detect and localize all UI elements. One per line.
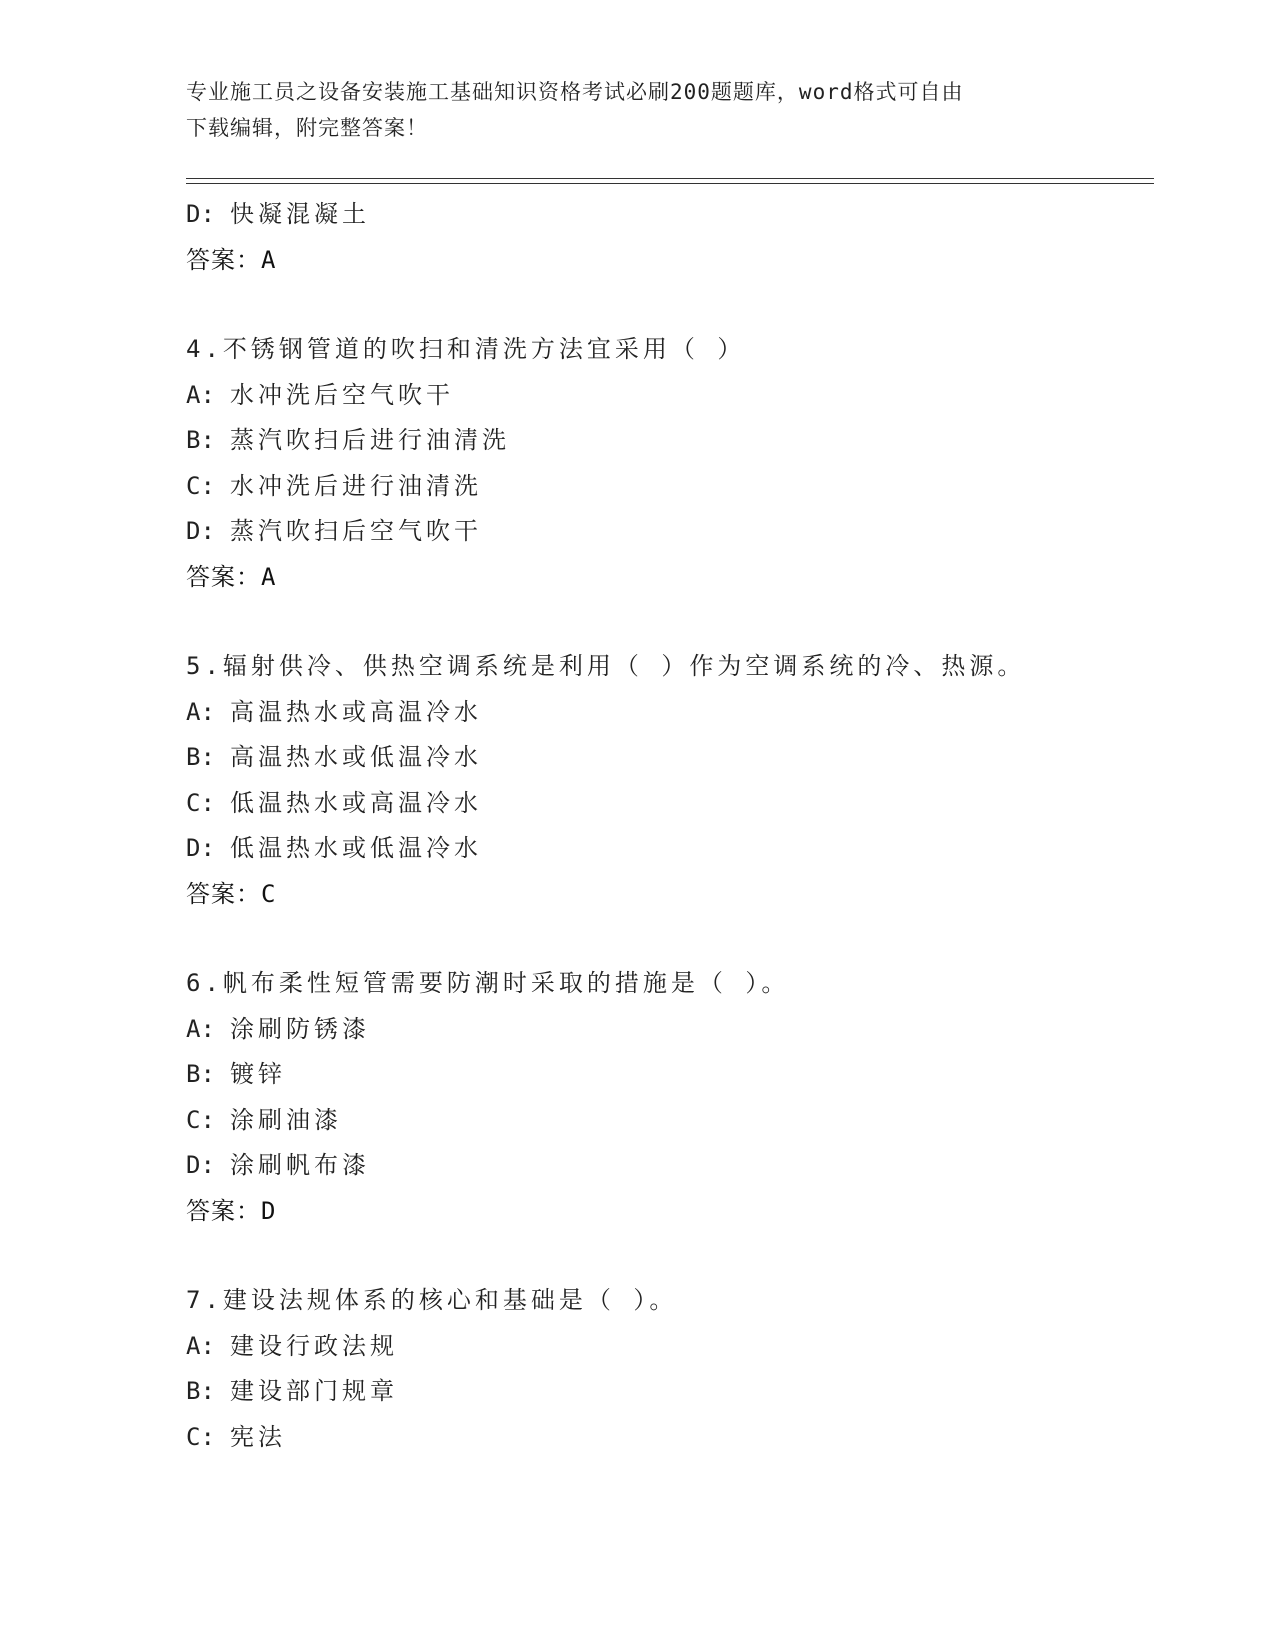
option-letter: C: <box>186 1105 215 1134</box>
option-letter: B: <box>186 1060 215 1088</box>
option-c <box>186 1415 1146 1461</box>
option-letter: C: <box>186 1422 215 1451</box>
option-letter: C: <box>186 471 215 500</box>
option-letter: A: <box>186 1331 215 1360</box>
option-b <box>186 1369 1146 1415</box>
option-c <box>186 1098 1146 1144</box>
answer-label: 答案： <box>186 562 261 591</box>
option-d <box>186 192 1146 238</box>
option-letter: B: <box>186 426 215 454</box>
option-letter: A: <box>186 697 215 726</box>
answer-line <box>186 555 1146 601</box>
option-b <box>186 418 1146 464</box>
answer-value: A <box>261 562 276 591</box>
answer-label: 答案： <box>186 1196 261 1225</box>
answer-value: D <box>261 1196 276 1225</box>
option-text: 涂刷帆布漆 <box>230 1151 370 1179</box>
option-text: 蒸汽吹扫后进行油清洗 <box>230 426 510 454</box>
question-title: 7.建设法规体系的核心和基础是（ ）。 <box>186 1286 678 1314</box>
option-a <box>186 373 1146 419</box>
option-text: 镀锌 <box>230 1060 286 1088</box>
option-a <box>186 1007 1146 1053</box>
question-title: 4.不锈钢管道的吹扫和清洗方法宜采用（ ） <box>186 335 746 363</box>
option-a <box>186 1324 1146 1370</box>
option-b <box>186 1052 1146 1098</box>
question-block-7 <box>186 1278 1146 1460</box>
answer-line <box>186 1189 1146 1235</box>
option-letter: A: <box>186 380 215 409</box>
option-letter: D: <box>186 1151 215 1179</box>
option-text: 涂刷防锈漆 <box>230 1014 370 1043</box>
answer-value: A <box>261 245 276 274</box>
option-text: 涂刷油漆 <box>230 1105 342 1134</box>
option-letter: D: <box>186 834 215 862</box>
answer-label: 答案： <box>186 879 261 908</box>
option-d <box>186 509 1146 555</box>
answer-value: C <box>261 879 276 908</box>
option-text: 建设行政法规 <box>230 1331 398 1360</box>
header-divider-top <box>186 178 1154 179</box>
option-text: 快凝混凝土 <box>230 200 370 228</box>
option-text: 高温热水或高温冷水 <box>230 697 482 726</box>
question-block-4 <box>186 327 1146 600</box>
option-text: 水冲洗后空气吹干 <box>230 380 454 409</box>
option-text: 蒸汽吹扫后空气吹干 <box>230 517 482 545</box>
option-letter: C: <box>186 788 215 817</box>
option-text: 宪法 <box>230 1422 286 1451</box>
answer-line <box>186 238 1146 284</box>
option-letter: D: <box>186 200 215 228</box>
question-list <box>186 192 1146 1460</box>
option-d <box>186 1143 1146 1189</box>
header-line-1: 专业施工员之设备安装施工基础知识资格考试必刷200题题库，word格式可自由 <box>186 80 964 104</box>
question-block-3-partial <box>186 192 1146 283</box>
option-text: 低温热水或高温冷水 <box>230 788 482 817</box>
header-divider-bottom <box>186 183 1154 184</box>
option-text: 水冲洗后进行油清洗 <box>230 471 482 500</box>
option-text: 高温热水或低温冷水 <box>230 743 482 771</box>
option-c <box>186 781 1146 827</box>
option-text: 建设部门规章 <box>230 1377 398 1405</box>
question-block-5 <box>186 644 1146 917</box>
option-d <box>186 826 1146 872</box>
option-letter: B: <box>186 743 215 771</box>
answer-label: 答案： <box>186 245 261 274</box>
option-letter: D: <box>186 517 215 545</box>
question-title: 6.帆布柔性短管需要防潮时采取的措施是（ ）。 <box>186 969 790 997</box>
header-line-2: 下载编辑，附完整答案！ <box>186 116 428 140</box>
question-block-6 <box>186 961 1146 1234</box>
option-text: 低温热水或低温冷水 <box>230 834 482 862</box>
option-b <box>186 735 1146 781</box>
question-title: 5.辐射供冷、供热空调系统是利用（ ）作为空调系统的冷、热源。 <box>186 652 1026 680</box>
option-letter: B: <box>186 1377 215 1405</box>
option-a <box>186 690 1146 736</box>
option-c <box>186 464 1146 510</box>
document-header <box>186 74 1066 146</box>
option-letter: A: <box>186 1014 215 1043</box>
answer-line <box>186 872 1146 918</box>
